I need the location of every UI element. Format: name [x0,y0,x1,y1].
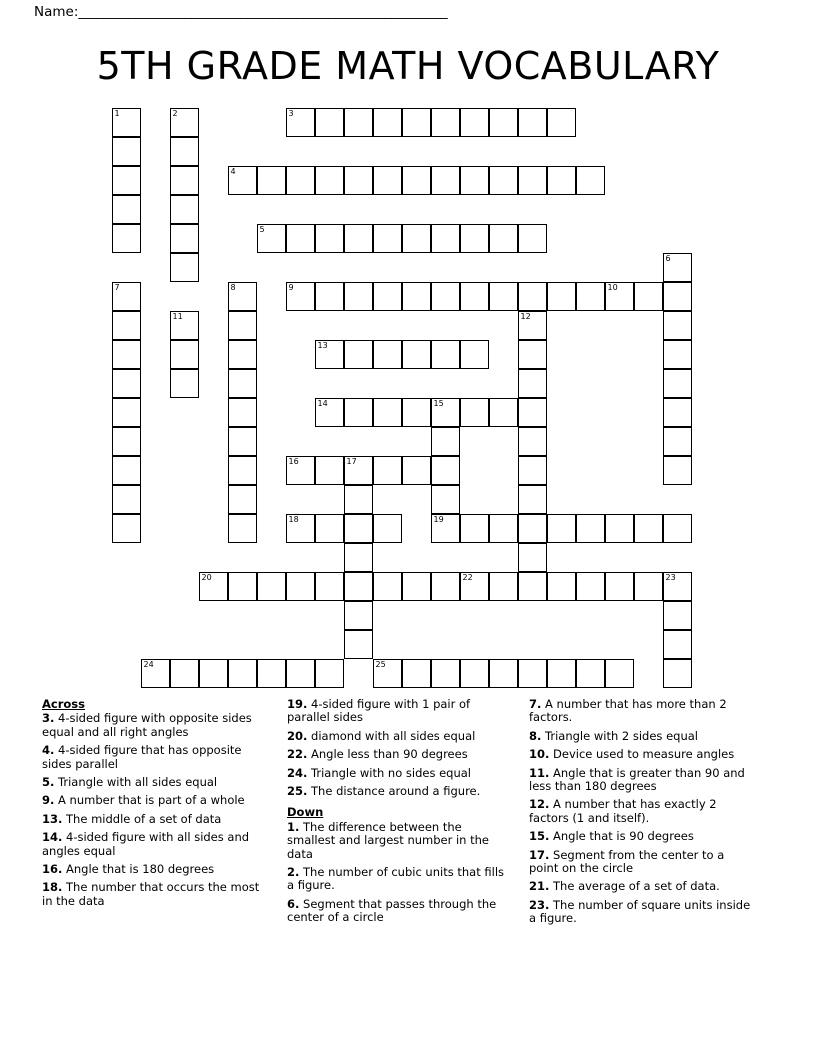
grid-cell[interactable] [315,108,344,137]
clue-item: 7. A number that has more than 2 factors. [529,697,727,725]
clue-item: 25. The distance around a figure. [287,784,481,799]
cell-number: 14 [317,399,328,408]
grid-cell[interactable] [228,427,257,456]
grid-cell[interactable] [170,224,199,253]
grid-cell[interactable] [402,166,431,195]
grid-cell[interactable] [141,659,170,688]
grid-cell[interactable] [344,282,373,311]
clue-number: 21. [529,879,550,894]
grid-cell[interactable] [344,340,373,369]
grid-cell[interactable] [663,282,692,311]
grid-cell[interactable] [547,282,576,311]
clue-number: 6. [287,896,300,911]
cell-number: 9 [288,283,294,292]
clue-number: 5. [42,775,55,790]
clue-item: 16. Angle that is 180 degrees [42,862,215,877]
clue-number: 16. [42,862,63,877]
cell-number: 25 [375,660,386,669]
grid-cell[interactable] [663,456,692,485]
clue-number: 8. [529,728,542,743]
grid-cell[interactable] [518,514,547,543]
grid-cell[interactable] [663,398,692,427]
grid-cell[interactable] [315,282,344,311]
grid-cell[interactable] [489,398,518,427]
grid-cell[interactable] [431,456,460,485]
grid-cell[interactable] [460,166,489,195]
grid-cell[interactable] [373,340,402,369]
grid-cell[interactable] [518,427,547,456]
grid-cell[interactable] [373,282,402,311]
grid-cell[interactable] [315,166,344,195]
grid-cell[interactable] [518,398,547,427]
grid-cell[interactable] [170,108,199,137]
clue-item: 2. The number of cubic units that fills a figure. [287,865,504,893]
grid-cell[interactable] [489,514,518,543]
grid-cell[interactable] [576,514,605,543]
grid-cell[interactable] [489,659,518,688]
clue-number: 4. [42,743,55,758]
grid-cell[interactable] [315,456,344,485]
grid-cell[interactable] [344,630,373,659]
grid-cell[interactable] [228,166,257,195]
cell-number: 1 [114,109,120,118]
grid-cell[interactable] [518,543,547,572]
clue-number: 9. [42,793,55,808]
grid-cell[interactable] [402,282,431,311]
grid-cell[interactable] [489,282,518,311]
grid-cell[interactable] [663,659,692,688]
cell-number: 19 [433,515,444,524]
grid-cell[interactable] [286,224,315,253]
grid-cell[interactable] [112,369,141,398]
grid-cell[interactable] [547,166,576,195]
clue-item: 3. 4-sided figure with opposite sides equal and all right angles [42,711,252,739]
grid-cell[interactable] [373,572,402,601]
grid-cell[interactable] [112,195,141,224]
clue-item: 4. 4-sided figure that has opposite sides parallel [42,743,242,771]
clue-number: 20. [287,728,308,743]
down-heading: Down [287,805,324,820]
grid-cell[interactable] [547,572,576,601]
grid-cell[interactable] [634,514,663,543]
grid-cell[interactable] [663,514,692,543]
clue-item: 5. Triangle with all sides equal [42,775,218,790]
cell-number: 2 [172,109,178,118]
grid-cell[interactable] [228,311,257,340]
grid-cell[interactable] [257,224,286,253]
clue-number: 14. [42,830,63,845]
grid-cell[interactable] [344,398,373,427]
grid-cell[interactable] [518,340,547,369]
clue-item: 11. Angle that is greater than 90 and less than 180 degrees [529,765,745,794]
grid-cell[interactable] [228,398,257,427]
clue-item: 21. The average of a set of data. [529,879,720,894]
clue-number: 2. [287,865,300,880]
clue-number: 13. [42,811,63,826]
across-heading: Across [42,697,85,711]
grid-cell[interactable] [112,108,141,137]
clue-number: 17. [529,847,550,862]
cell-number: 4 [230,167,236,176]
grid-cell[interactable] [431,224,460,253]
grid-cell[interactable] [344,485,373,514]
grid-cell[interactable] [431,398,460,427]
grid-cell[interactable] [228,572,257,601]
clue-item: 22. Angle less than 90 degrees [287,747,468,762]
cell-number: 20 [201,573,212,582]
grid-cell[interactable] [228,659,257,688]
crossword-grid[interactable] [112,108,712,688]
grid-cell[interactable] [663,369,692,398]
grid-cell[interactable] [286,108,315,137]
clue-column-1 [42,698,264,913]
grid-cell[interactable] [373,659,402,688]
grid-cell[interactable] [112,456,141,485]
grid-cell[interactable] [547,108,576,137]
clue-number: 11. [529,765,550,780]
cell-number: 7 [114,283,120,292]
grid-cell[interactable] [170,137,199,166]
grid-cell[interactable] [344,166,373,195]
grid-cell[interactable] [489,572,518,601]
grid-cell[interactable] [402,398,431,427]
grid-cell[interactable] [112,398,141,427]
grid-cell[interactable] [460,282,489,311]
clue-item: 23. The number of square units inside a figure. [529,897,751,926]
grid-cell[interactable] [460,224,489,253]
grid-cell[interactable] [112,427,141,456]
grid-cell[interactable] [489,108,518,137]
grid-cell[interactable] [460,398,489,427]
grid-cell[interactable] [663,311,692,340]
grid-cell[interactable] [228,282,257,311]
grid-cell[interactable] [112,340,141,369]
clue-number: 23. [529,897,550,912]
clue-number: 10. [529,747,550,762]
grid-cell[interactable] [605,572,634,601]
grid-cell[interactable] [576,166,605,195]
grid-cell[interactable] [286,282,315,311]
clue-item: 9. A number that is part of a whole [42,793,245,808]
grid-cell[interactable] [170,253,199,282]
clue-item: 17. Segment from the center to a point on the circle [529,847,725,876]
grid-cell[interactable] [431,282,460,311]
grid-cell[interactable] [547,659,576,688]
grid-cell[interactable] [344,601,373,630]
grid-cell[interactable] [344,543,373,572]
grid-cell[interactable] [431,514,460,543]
grid-cell[interactable] [663,340,692,369]
clue-item: 15. Angle that is 90 degrees [529,829,694,844]
grid-cell[interactable] [286,514,315,543]
clue-item: 20. diamond with all sides equal [287,728,476,743]
grid-cell[interactable] [663,253,692,282]
grid-cell[interactable] [228,514,257,543]
grid-cell[interactable] [257,659,286,688]
clue-item: 13. The middle of a set of data [42,811,222,826]
grid-cell[interactable] [112,282,141,311]
clue-number: 15. [529,829,550,844]
grid-cell[interactable] [170,659,199,688]
grid-cell[interactable] [344,456,373,485]
cell-number: 5 [259,225,265,234]
grid-cell[interactable] [257,572,286,601]
grid-cell[interactable] [402,456,431,485]
grid-cell[interactable] [112,224,141,253]
grid-cell[interactable] [634,572,663,601]
grid-cell[interactable] [373,108,402,137]
clue-column-3 [529,698,751,931]
clue-number: 22. [287,747,308,762]
grid-cell[interactable] [431,659,460,688]
grid-cell[interactable] [373,398,402,427]
clue-number: 25. [287,784,308,799]
grid-cell[interactable] [286,166,315,195]
grid-cell[interactable] [489,224,518,253]
cell-number: 6 [665,254,671,263]
clue-number: 3. [42,711,55,726]
grid-cell[interactable] [431,572,460,601]
grid-cell[interactable] [663,427,692,456]
clue-number: 24. [287,765,308,780]
grid-cell[interactable] [431,166,460,195]
clue-item: 24. Triangle with no sides equal [287,765,471,780]
cell-number: 10 [607,283,618,292]
grid-cell[interactable] [373,514,402,543]
grid-cell[interactable] [518,659,547,688]
grid-cell[interactable] [228,485,257,514]
grid-cell[interactable] [460,340,489,369]
grid-cell[interactable] [315,398,344,427]
grid-cell[interactable] [344,108,373,137]
grid-cell[interactable] [373,224,402,253]
grid-cell[interactable] [460,659,489,688]
grid-cell[interactable] [576,282,605,311]
grid-cell[interactable] [344,224,373,253]
clue-number: 12. [529,797,550,812]
grid-cell[interactable] [402,108,431,137]
grid-cell[interactable] [286,456,315,485]
clue-item: 14. 4-sided figure with all sides and angles equal [42,830,250,858]
grid-cell[interactable] [112,485,141,514]
grid-cell[interactable] [315,659,344,688]
clue-item: 1. The difference between the smallest and largest number in the data [287,819,490,861]
grid-cell[interactable] [286,572,315,601]
clues-section [42,698,778,948]
grid-cell[interactable] [576,572,605,601]
grid-cell[interactable] [460,108,489,137]
clue-item: 10. Device used to measure angles [529,747,735,762]
clue-number: 1. [287,819,300,834]
grid-cell[interactable] [228,369,257,398]
grid-cell[interactable] [663,630,692,659]
clue-column-2 [287,698,509,930]
grid-cell[interactable] [112,311,141,340]
grid-cell[interactable] [257,166,286,195]
clue-item: 6. Segment that passes through the center of a circle [287,896,497,925]
grid-cell[interactable] [170,311,199,340]
grid-cell[interactable] [344,572,373,601]
grid-cell[interactable] [663,572,692,601]
clue-item: 18. The number that occurs the most in the data [42,880,260,908]
grid-cell[interactable] [489,166,518,195]
clue-item: 19. 4-sided figure with 1 pair of parallel sides [287,697,471,725]
grid-cell[interactable] [605,282,634,311]
cell-number: 17 [346,457,357,466]
grid-cell[interactable] [431,108,460,137]
cell-number: 18 [288,515,299,524]
grid-cell[interactable] [605,659,634,688]
grid-cell[interactable] [431,427,460,456]
grid-cell[interactable] [402,224,431,253]
clue-number: 18. [42,880,63,895]
grid-cell[interactable] [518,166,547,195]
grid-cell[interactable] [518,108,547,137]
grid-cell[interactable] [112,514,141,543]
grid-cell[interactable] [112,166,141,195]
grid-cell[interactable] [373,166,402,195]
grid-cell[interactable] [605,514,634,543]
grid-cell[interactable] [315,514,344,543]
grid-cell[interactable] [170,369,199,398]
grid-cell[interactable] [344,514,373,543]
cell-number: 13 [317,341,328,350]
clue-number: 7. [529,697,542,711]
cell-number: 24 [143,660,154,669]
grid-cell[interactable] [170,166,199,195]
grid-cell[interactable] [402,659,431,688]
name-write-line: ___________________________________________________________ [78,4,448,20]
grid-cell[interactable] [576,659,605,688]
clue-item: 8. Triangle with 2 sides equal [529,728,698,743]
grid-cell[interactable] [402,340,431,369]
page-title: 5TH GRADE MATH VOCABULARY [96,44,720,88]
grid-cell[interactable] [431,340,460,369]
cell-number: 3 [288,109,294,118]
grid-cell[interactable] [663,601,692,630]
cell-number: 16 [288,457,299,466]
grid-cell[interactable] [112,137,141,166]
grid-cell[interactable] [518,224,547,253]
clue-item: 12. A number that has exactly 2 factors (1 and itself). [529,797,717,825]
grid-cell[interactable] [460,514,489,543]
name-field-row [34,4,786,20]
grid-cell[interactable] [315,340,344,369]
grid-cell[interactable] [460,572,489,601]
cell-number: 12 [520,312,531,321]
grid-cell[interactable] [199,659,228,688]
cell-number: 23 [665,573,676,582]
grid-cell[interactable] [431,485,460,514]
grid-cell[interactable] [286,659,315,688]
grid-cell[interactable] [634,282,663,311]
grid-cell[interactable] [518,282,547,311]
grid-cell[interactable] [170,195,199,224]
grid-cell[interactable] [402,572,431,601]
grid-cell[interactable] [518,456,547,485]
grid-cell[interactable] [518,485,547,514]
grid-cell[interactable] [547,514,576,543]
grid-cell[interactable] [228,340,257,369]
grid-cell[interactable] [373,456,402,485]
grid-cell[interactable] [199,572,228,601]
grid-cell[interactable] [170,340,199,369]
cell-number: 22 [462,573,473,582]
grid-cell[interactable] [315,224,344,253]
grid-cell[interactable] [315,572,344,601]
grid-cell[interactable] [518,369,547,398]
cell-number: 8 [230,283,236,292]
cell-number: 15 [433,399,444,408]
grid-cell[interactable] [518,311,547,340]
cell-number: 11 [172,312,183,321]
name-label: Name: [34,4,79,20]
grid-cell[interactable] [228,456,257,485]
grid-cell[interactable] [518,572,547,601]
clue-number: 19. [287,697,308,711]
